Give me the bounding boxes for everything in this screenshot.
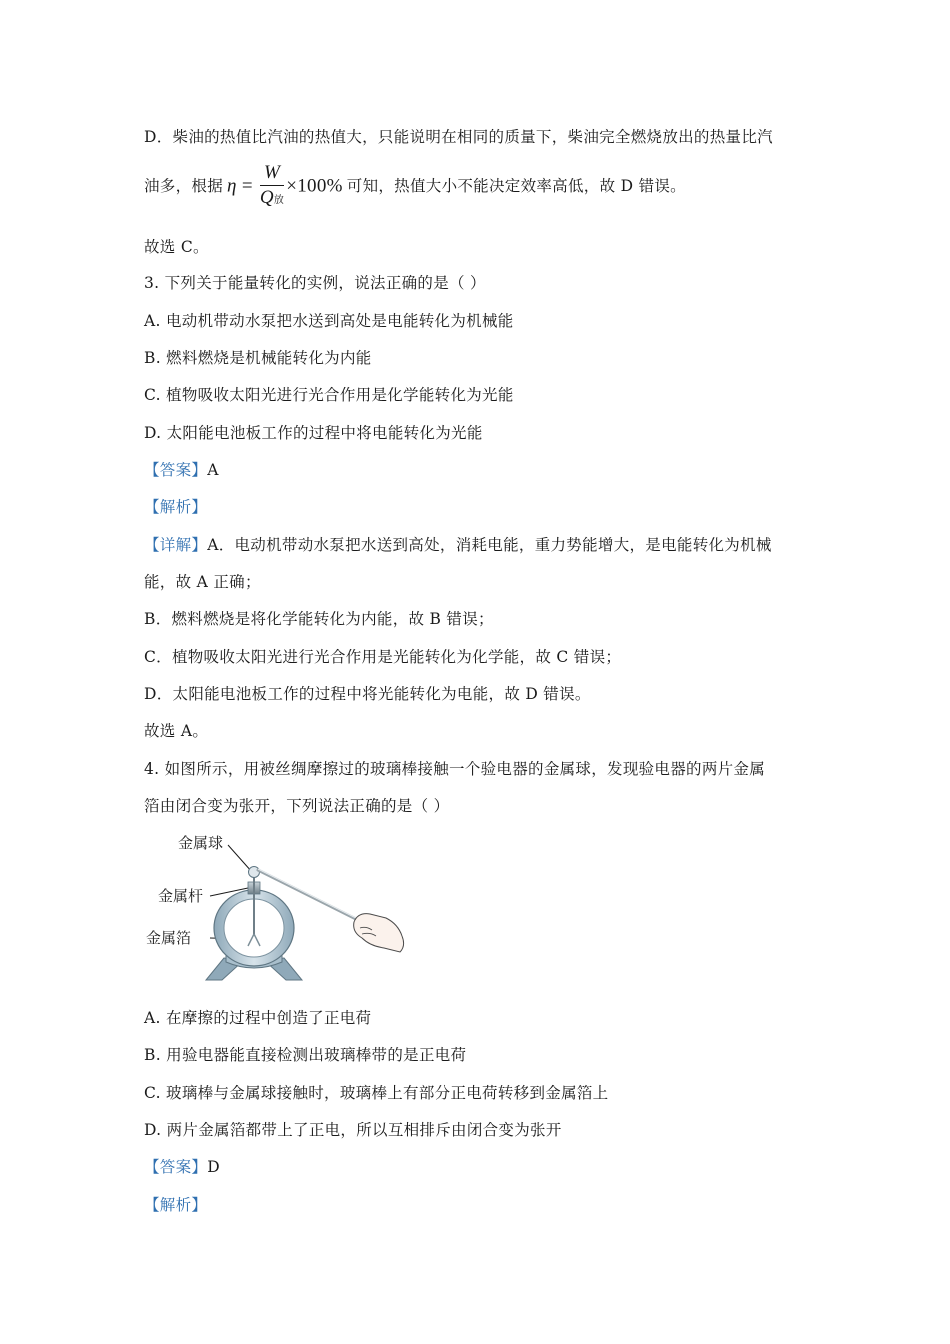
answer-value: A (207, 461, 219, 479)
question-3-answer (144, 459, 219, 481)
question-4-stem-line-2: 箔由闭合变为张开，下列说法正确的是（ ） (144, 797, 450, 815)
question-4-answer (144, 1156, 220, 1178)
answer-tag-q4: 【答案】 (144, 1158, 208, 1176)
choose-c-line: 故选 C。 (144, 238, 209, 256)
analysis-tag: 【解析】 (144, 498, 208, 516)
question-3-option-c: C. 植物吸收太阳光进行光合作用是化学能转化为光能 (144, 386, 514, 404)
question-3-detail-line-1 (144, 534, 772, 556)
formula-before-text: 油多，根据 (144, 177, 224, 195)
detail-text: A．电动机带动水泵把水送到高处，消耗电能，重力势能增大，是电能转化为机械 (207, 536, 772, 554)
question-4-option-c: C. 玻璃棒与金属球接触时，玻璃棒上有部分正电荷转移到金属箔上 (144, 1084, 609, 1102)
label-metal-foil: 金属箔 (146, 929, 192, 947)
efficiency-formula (227, 162, 343, 212)
label-metal-ball: 金属球 (178, 834, 224, 852)
question-3-stem: 3. 下列关于能量转化的实例，说法正确的是（ ） (144, 274, 486, 292)
question-3-detail-line-2: 能，故 A 正确； (144, 573, 261, 591)
question-3-option-d: D. 太阳能电池板工作的过程中将电能转化为光能 (144, 424, 483, 442)
question-3-detail-b: B．燃料燃烧是将化学能转化为内能，故 B 错误； (144, 610, 494, 628)
leader-line-ball (228, 845, 252, 872)
question-3-detail-d: D．太阳能电池板工作的过程中将光能转化为电能，故 D 错误。 (144, 685, 591, 703)
electroscope-figure (144, 828, 414, 988)
formula-equals: = (241, 175, 253, 197)
analysis-tag-q4: 【解析】 (144, 1196, 208, 1214)
metal-ball (249, 867, 260, 878)
question-4-stem-line-1: 4. 如图所示，用被丝绸摩擦过的玻璃棒接触一个验电器的金属球，发现验电器的两片金属 (144, 760, 766, 778)
question-4-option-b: B. 用验电器能直接检测出玻璃棒带的是正电荷 (144, 1046, 467, 1064)
answer-value-q4: D (207, 1158, 220, 1176)
formula-line (144, 162, 686, 212)
formula-eta: η (227, 175, 237, 197)
question-3-analysis (144, 496, 207, 518)
detail-tag: 【详解】 (144, 536, 208, 554)
question-3-option-b: B. 燃料燃烧是机械能转化为内能 (144, 349, 372, 367)
formula-times: ×100% (286, 175, 343, 197)
question-4-option-a: A. 在摩擦的过程中创造了正电荷 (144, 1009, 372, 1027)
question-4-option-d: D. 两片金属箔都带上了正电，所以互相排斥由闭合变为张开 (144, 1121, 562, 1139)
choose-a-line: 故选 A。 (144, 722, 209, 740)
question-4-analysis (144, 1194, 207, 1216)
question-3-detail-c: C．植物吸收太阳光进行光合作用是光能转化为化学能，故 C 错误； (144, 648, 622, 666)
answer-tag: 【答案】 (144, 461, 208, 479)
formula-after-text: 可知，热值大小不能决定效率高低，故 D 错误。 (346, 177, 686, 195)
formula-denominator (260, 186, 284, 212)
hand-icon (354, 914, 404, 952)
formula-fraction (260, 162, 284, 212)
formula-denominator-sub: 放 (273, 195, 285, 206)
question-3-option-a: A. 电动机带动水泵把水送到高处是电能转化为机械能 (144, 312, 514, 330)
formula-numerator: W (260, 162, 284, 186)
formula-denominator-q: Q (259, 187, 274, 208)
option-d-line-1: D．柴油的热值比汽油的热值大，只能说明在相同的质量下，柴油完全燃烧放出的热量比汽 (144, 128, 773, 146)
label-metal-rod: 金属杆 (158, 887, 204, 905)
